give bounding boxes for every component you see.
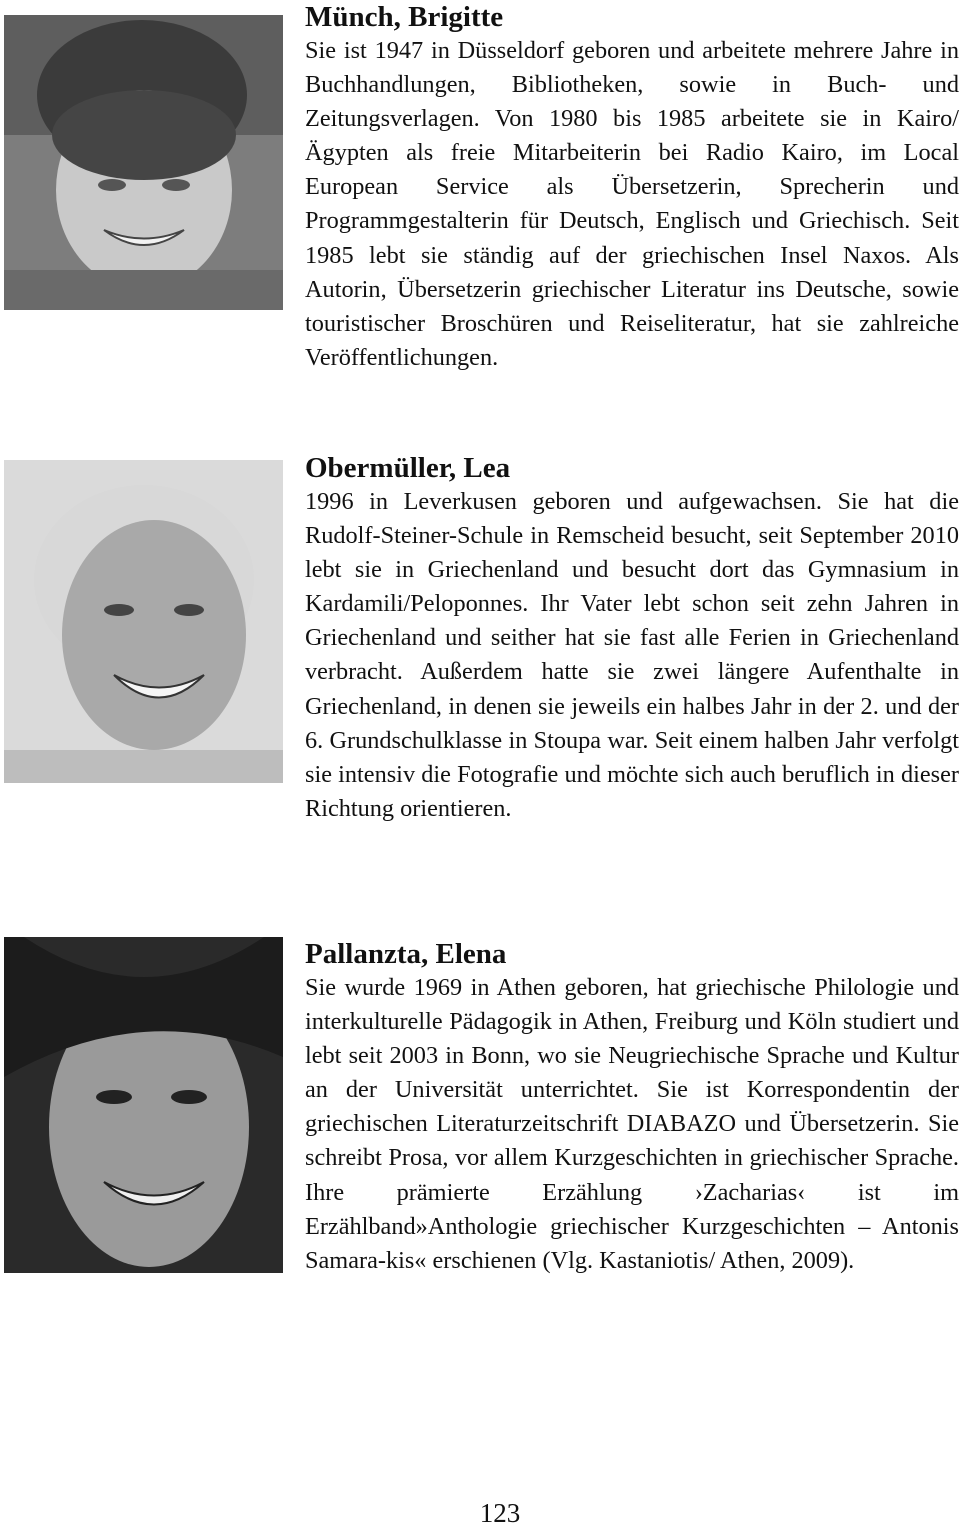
page-number: 123	[479, 1498, 521, 1528]
author-bio: Sie wurde 1969 in Athen geboren, hat griechische Philologie und interkulturelle Pädagogik in Athen, Freiburg und Köln studiert und lebt seit 2003 in Bonn, wo sie Neugriechische Sprache und Kultur an der Universität unterrichtet. Sie ist Korrespondentin der griechischen Literaturzeitschrift DIABAZO und Übersetzerin. Sie schreibt Prosa, vor allem Kurzgeschichten in griechischer Sprache. Ihre prämierte Erzählung ›Zacharias‹ ist im Erzählband»Anthologie griechischer Kurzgeschichten – Antonis Samara-kis« erschienen (Vlg. Kastaniotis/ Athen, 2009).	[305, 974, 959, 1274]
author-name: Münch, Brigitte	[305, 1, 504, 33]
portrait-photo-pallanzta	[4, 937, 283, 1273]
portrait-photo-obermueller	[4, 460, 283, 783]
author-bio: 1996 in Leverkusen geboren und aufgewachsen. Sie hat die Rudolf-Steiner-Schule in Remscheid besucht, seit September 2010 lebt sie in Griechenland und besucht dort das Gymnasium in Kardamili/Peloponnes. Ihr Vater lebt schon seit zehn Jahren in Griechenland und seither hat sie fast alle Ferien in Griechenland verbracht. Außerdem hatte sie zwei längere Aufenthalte in Griechenland, in denen sie jeweils ein halbes Jahr in der 2. und der 6. Grundschulklasse in Stoupa war. Seit einem halben Jahr verfolgt sie intensiv die Fotografie und möchte sich auch beruflich in dieser Richtung orientieren.	[305, 488, 959, 822]
portrait-photo-icon	[4, 460, 283, 783]
portrait-photo-icon	[4, 15, 283, 310]
author-name: Pallanzta, Elena	[305, 938, 507, 970]
author-name: Obermüller, Lea	[305, 452, 511, 484]
author-bio: Sie ist 1947 in Düsseldorf geboren und arbeitete mehrere Jahre in Buchhandlungen, Bibliotheken, sowie in Buch- und Zeitungsverlagen. Von 1980 bis 1985 arbeitete sie in Kairo/Ägypten als freie Mitarbeiterin bei Radio Kairo, im Local European Service als Übersetzerin, Sprecherin und Programmgestalterin für Deutsch, Englisch und Griechisch. Seit 1985 lebt sie ständig auf der griechischen Insel Naxos. Als Autorin, Übersetzerin griechischer Literatur ins Deutsche, sowie touristischer Broschüren und Reiseliteratur, hat sie zahlreiche Veröffentlichungen.	[305, 37, 959, 371]
portrait-photo-icon	[4, 937, 283, 1273]
portrait-photo-muench	[4, 15, 283, 310]
